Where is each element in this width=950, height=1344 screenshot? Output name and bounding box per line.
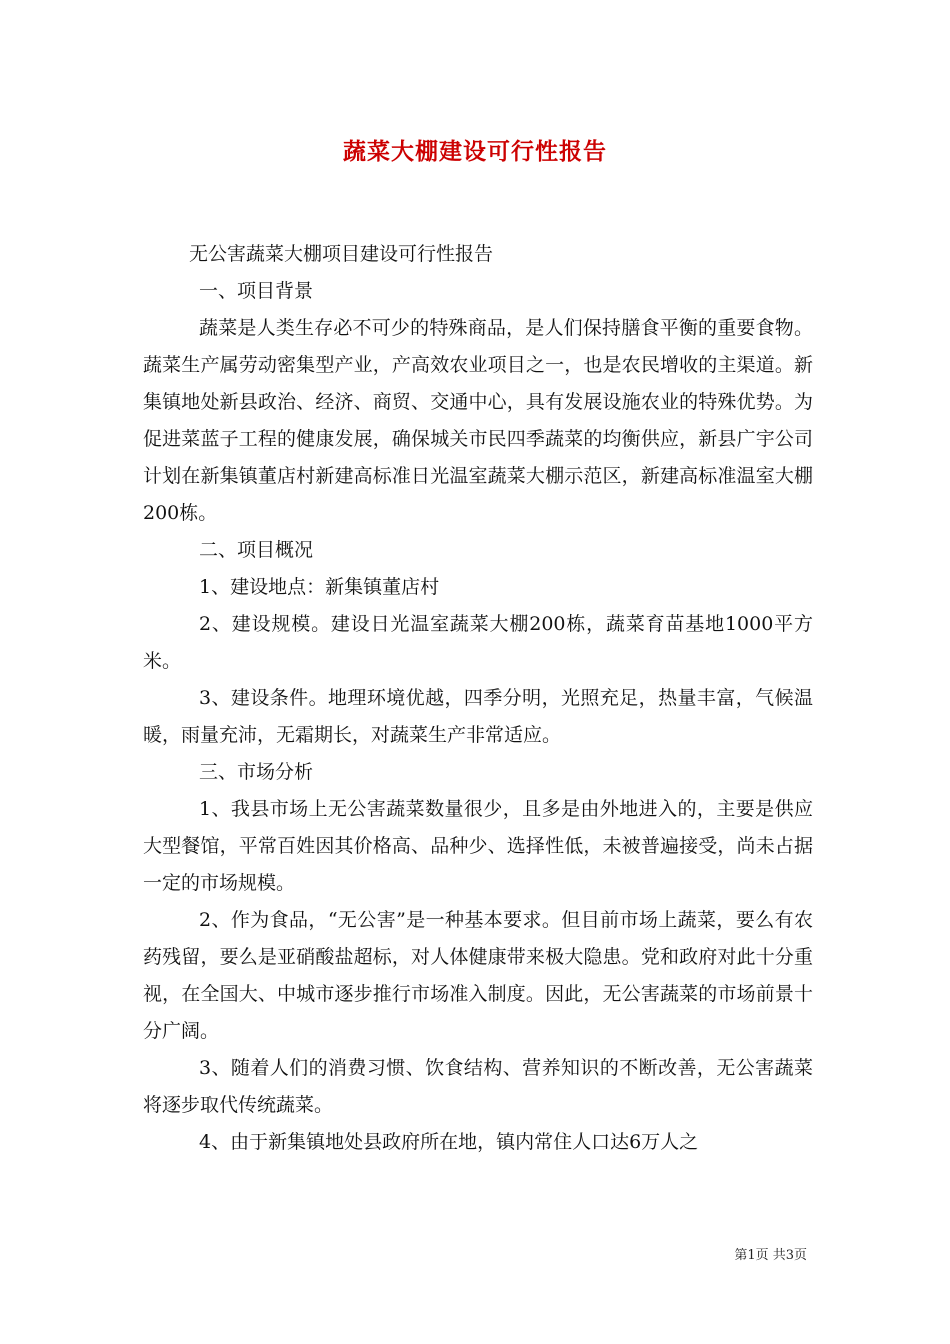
paragraph: 蔬菜是人类生存必不可少的特殊商品，是人们保持膳食平衡的重要食物。蔬菜生产属劳动密集型产业，产高效农业项目之一，也是农民增收的主渠道。新集镇地处新县政治、经济、商贸、交通中心，具有发展设施农业的特殊优势。为促进菜蓝子工程的健康发展，确保城关市民四季蔬菜的均衡供应，新县广宇公司计划在新集镇董店村新建高标准日光温室蔬菜大棚示范区，新建高标准温室大棚200栋。 bbox=[143, 317, 813, 524]
paragraph: 一、项目背景 bbox=[199, 280, 314, 302]
paragraph: 1、我县市场上无公害蔬菜数量很少，且多是由外地进入的，主要是供应大型餐馆，平常百姓因其价格高、品种少、选择性低，未被普遍接受，尚未占据一定的市场规模。 bbox=[143, 798, 813, 894]
paragraph: 二、项目概况 bbox=[199, 539, 314, 561]
document-body bbox=[143, 236, 813, 1161]
paragraph: 4、由于新集镇地处县政府所在地，镇内常住人口达6万人之 bbox=[199, 1131, 699, 1153]
paragraph: 2、作为食品，“无公害”是一种基本要求。但目前市场上蔬菜，要么有农药残留，要么是亚硝酸盐超标，对人体健康带来极大隐患。党和政府对此十分重视，在全国大、中城市逐步推行市场准入制度。因此，无公害蔬菜的市场前景十分广阔。 bbox=[143, 909, 813, 1042]
document-title: 蔬菜大棚建设可行性报告 bbox=[343, 138, 607, 165]
paragraph: 三、市场分析 bbox=[199, 761, 314, 783]
paragraph: 无公害蔬菜大棚项目建设可行性报告 bbox=[189, 243, 494, 265]
paragraph: 3、随着人们的消费习惯、饮食结构、营养知识的不断改善，无公害蔬菜将逐步取代传统蔬菜。 bbox=[143, 1057, 813, 1116]
page-number: 第1页 共3页 bbox=[734, 1248, 807, 1263]
paragraph: 1、建设地点：新集镇董店村 bbox=[199, 576, 440, 598]
paragraph: 3、建设条件。地理环境优越，四季分明，光照充足，热量丰富，气候温暖，雨量充沛，无霜期长，对蔬菜生产非常适应。 bbox=[143, 687, 813, 746]
paragraph: 2、建设规模。建设日光温室蔬菜大棚200栋，蔬菜育苗基地1000平方米。 bbox=[143, 613, 813, 672]
